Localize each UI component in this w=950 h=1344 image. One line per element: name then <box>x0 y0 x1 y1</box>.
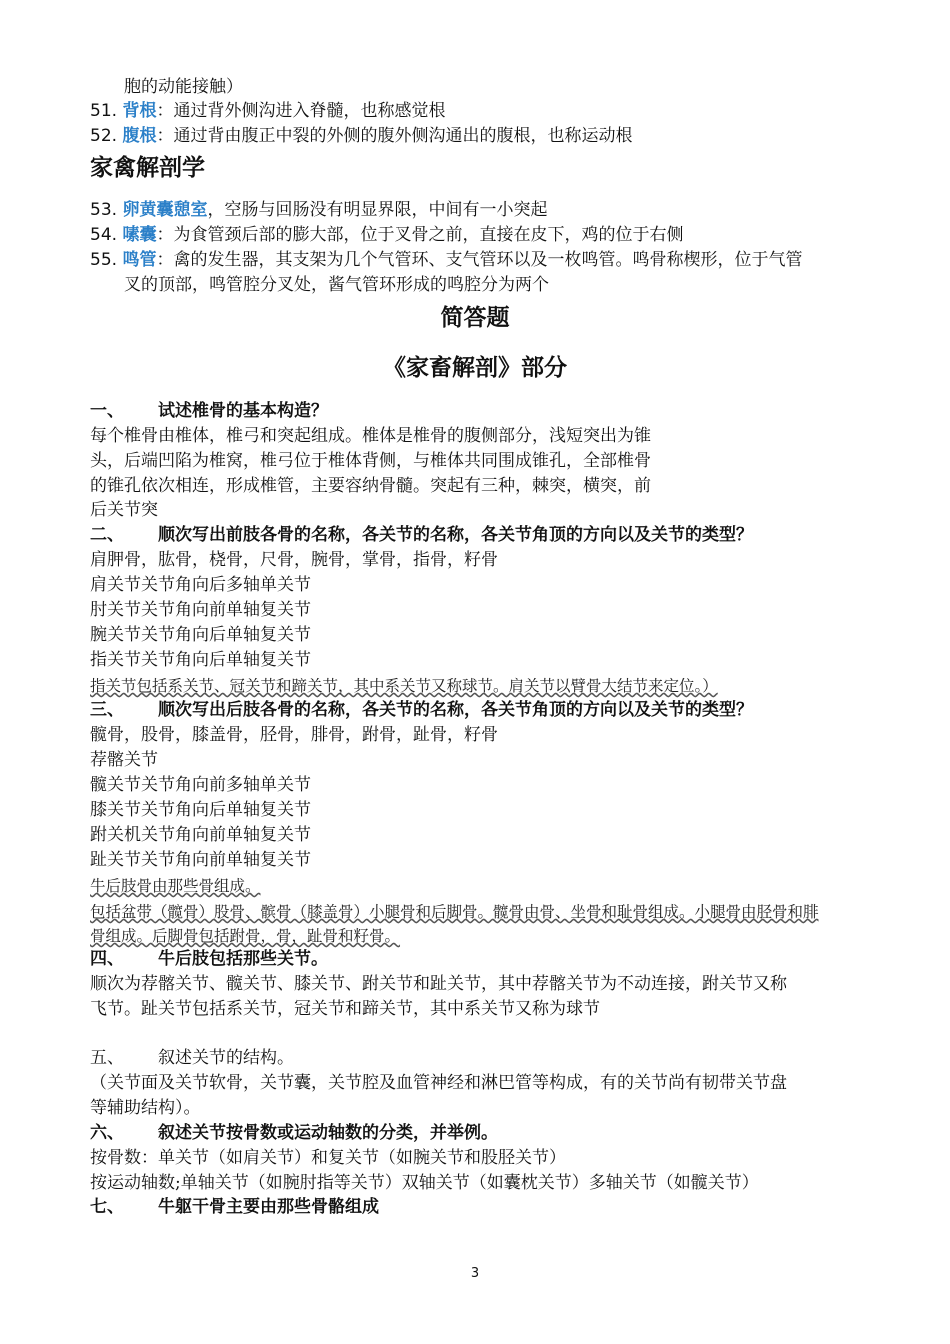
answer-line: 的锥孔依次相连，形成椎管，主要容纳骨髓。突起有三种，棘突，横突，前 <box>90 476 651 496</box>
question-7 <box>90 1196 379 1218</box>
answer-line: 髋骨，股骨，膝盖骨，胫骨，腓骨，跗骨，趾骨，籽骨 <box>90 725 498 745</box>
answer-line: 荐髂关节 <box>90 750 158 770</box>
handwritten-note: 牛后肢骨由那些骨组成。 <box>90 877 261 895</box>
question-6 <box>90 1122 498 1144</box>
question-number: 六、 <box>90 1123 124 1143</box>
term: 背根 <box>122 101 157 121</box>
question-title: 叙述关节按骨数或运动轴数的分类，并举例。 <box>158 1123 498 1143</box>
question-2 <box>90 524 753 546</box>
question-number: 三、 <box>90 700 124 720</box>
question-title: 顺次写出后肢各骨的名称，各关节的名称，各关节角顶的方向以及关节的类型？ <box>158 700 753 720</box>
list-item-53 <box>90 199 547 221</box>
item-number: 55. <box>90 250 118 270</box>
term: 鸣管 <box>122 250 157 270</box>
question-number: 四、 <box>90 949 124 969</box>
answer-line: 后关节突 <box>90 500 158 520</box>
answer-line: 指关节关节角向后单轴复关节 <box>90 650 311 670</box>
answer-line: 等辅助结构）。 <box>90 1098 201 1118</box>
answer-line: 肩胛骨，肱骨，桡骨，尺骨，腕骨，掌骨，指骨，籽骨 <box>90 550 498 570</box>
answer-line: 按骨数：单关节（如肩关节）和复关节（如腕关节和股胫关节） <box>90 1148 566 1168</box>
term: 腹根 <box>122 126 157 146</box>
answer-line: 膝关节关节角向后单轴复关节 <box>90 800 311 820</box>
question-1 <box>90 400 328 422</box>
list-item-54 <box>90 224 683 246</box>
handwritten-note: 骨组成。后脚骨包括跗骨，骨，趾骨和籽骨。 <box>90 927 401 945</box>
section-subtitle: 《家畜解剖》部分 <box>383 354 567 381</box>
question-3 <box>90 699 753 721</box>
list-item-55 <box>90 249 802 271</box>
question-number: 一、 <box>90 401 124 421</box>
text-line: 叉的顶部，鸣管腔分叉处，酱气管环形成的鸣腔分为两个 <box>124 275 549 295</box>
term: 卵黄囊憩室 <box>122 200 208 220</box>
question-number: 五、 <box>90 1048 124 1068</box>
text-line: 胞的动能接触） <box>124 77 243 97</box>
answer-line: 顺次为荐髂关节、髋关节、膝关节、跗关节和趾关节，其中荐髂关节为不动连接，跗关节又称 <box>90 974 787 994</box>
page-number: 3 <box>470 1266 480 1281</box>
definition: ：通过背外侧沟进入脊髓，也称感觉根 <box>156 101 446 121</box>
answer-line: （关节面及关节软骨，关节囊，关节腔及血管神经和淋巴管等构成，有的关节尚有韧带关节盘 <box>90 1073 787 1093</box>
definition: ，空肠与回肠没有明显界限，中间有一小突起 <box>207 200 548 220</box>
item-number: 54. <box>90 225 118 245</box>
question-title: 顺次写出前肢各骨的名称，各关节的名称，各关节角顶的方向以及关节的类型？ <box>158 525 753 545</box>
list-item-51 <box>90 100 445 122</box>
definition: ：禽的发生器，其支架为几个气管环、支气管环以及一枚鸣管。鸣骨称楔形，位于气管 <box>156 250 803 270</box>
item-number: 52. <box>90 126 118 146</box>
answer-line: 肩关节关节角向后多轴单关节 <box>90 575 311 595</box>
answer-line: 跗关机关节角向前单轴复关节 <box>90 825 311 845</box>
answer-line: 按运动轴数;单轴关节（如腕肘指等关节）双轴关节（如囊枕关节）多轴关节（如髋关节） <box>90 1173 759 1193</box>
item-number: 53. <box>90 200 118 220</box>
question-number: 二、 <box>90 525 124 545</box>
item-number: 51. <box>90 101 118 121</box>
answer-line: 飞节。趾关节包括系关节，冠关节和蹄关节，其中系关节又称为球节 <box>90 999 600 1019</box>
question-title: 牛后肢包括那些关节。 <box>158 949 328 969</box>
question-4 <box>90 948 328 970</box>
term: 嗉囊 <box>122 225 157 245</box>
definition: ：为食管颈后部的膨大部，位于叉骨之前，直接在皮下，鸡的位于右侧 <box>156 225 684 245</box>
answer-line: 头，后端凹陷为椎窝，椎弓位于椎体背侧，与椎体共同围成锥孔，全部椎骨 <box>90 451 651 471</box>
question-title: 牛躯干骨主要由那些骨骼组成 <box>158 1197 379 1217</box>
question-title: 试述椎骨的基本构造？ <box>158 401 328 421</box>
question-number: 七、 <box>90 1197 124 1217</box>
question-title: 叙述关节的结构。 <box>158 1048 294 1068</box>
question-5 <box>90 1047 294 1069</box>
answer-line: 髋关节关节角向前多轴单关节 <box>90 775 311 795</box>
section-title: 简答题 <box>440 304 510 331</box>
answer-line: 每个椎骨由椎体，椎弓和突起组成。椎体是椎骨的腹侧部分，浅短突出为锥 <box>90 426 651 446</box>
answer-line: 腕关节关节角向后单轴复关节 <box>90 625 311 645</box>
handwritten-note: 包括盆带（髋骨）股骨、髌骨（膝盖骨）小腿骨和后脚骨。髋骨由骨、坐骨和耻骨组成。小腿骨由胫骨和腓 <box>90 903 819 921</box>
definition: ：通过背由腹正中裂的外侧的腹外侧沟通出的腹根，也称运动根 <box>156 126 633 146</box>
answer-line: 肘关节关节角向前单轴复关节 <box>90 600 311 620</box>
section-heading: 家禽解剖学 <box>90 154 205 181</box>
answer-line: 趾关节关节角向前单轴复关节 <box>90 850 311 870</box>
list-item-52 <box>90 125 632 147</box>
handwritten-note: 指关节包括系关节、冠关节和蹄关节，其中系关节又称球节。肩关节以臂骨大结节来定位。） <box>90 677 718 695</box>
